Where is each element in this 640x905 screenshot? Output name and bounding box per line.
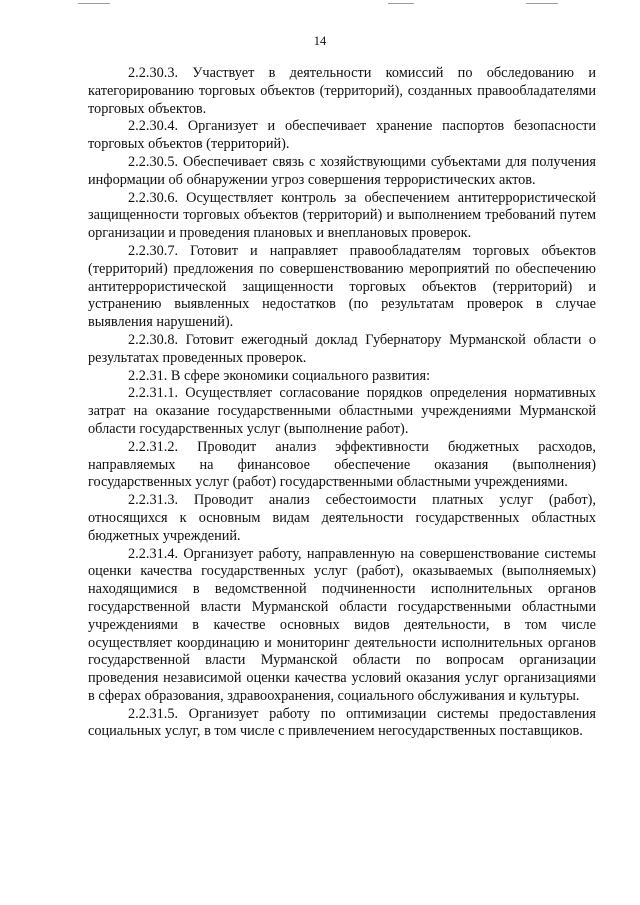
paragraph-2-2-31-3: 2.2.31.3. Проводит анализ себестоимости платных услуг (работ), относящихся к основным видам деятельности государственных областных бюджетных учреждений.: [88, 492, 596, 544]
paragraph-2-2-30-4: 2.2.30.4. Организует и обеспечивает хранение паспортов безопасности торговых объектов (территорий).: [88, 118, 596, 153]
paragraph-2-2-31: 2.2.31. В сфере экономики социального развития:: [128, 367, 431, 384]
paragraph-2-2-30-7: 2.2.30.7. Готовит и направляет правообладателям торговых объектов (территорий) предложения по совершенствованию мероприятий по обеспечению антитеррористической защищенности торговых объектов (территорий) и устранению выявленных недостатков (по результатам проверок в случае выявления нарушений).: [88, 242, 596, 331]
scan-edge-mark: [526, 3, 558, 4]
document-body: [88, 65, 596, 741]
scan-edge-mark: [78, 3, 110, 4]
paragraph-2-2-31-1: 2.2.31.1. Осуществляет согласование порядков определения нормативных затрат на оказание государственными областными учреждениями Мурманской области государственных услуг (выполнение работ).: [88, 385, 596, 437]
paragraph-2-2-31-5: 2.2.31.5. Организует работу по оптимизации системы предоставления социальных услуг, в том числе с привлечением негосударственных поставщиков.: [88, 705, 596, 740]
paragraph-2-2-30-8: 2.2.30.8. Готовит ежегодный доклад Губернатору Мурманской области о результатах проведенных проверок.: [88, 331, 596, 366]
paragraph-2-2-30-6: 2.2.30.6. Осуществляет контроль за обеспечением антитеррористической защищенности торговых объектов (территорий) и выполнением требований путем организации и проведения плановых и внеплановых проверок.: [88, 189, 596, 242]
paragraph-2-2-31-4: 2.2.31.4. Организует работу, направленную на совершенствование системы оценки качества государственных услуг (работ), оказываемых (выполняемых) находящимися в ведомственной подчиненности исполнительных органов государственной власти Мурманской области государственными областными учреждениями в качестве основных видов деятельности, в том числе осуществляет координацию и мониторинг деятельности исполнительных органов государственной власти Мурманской области по вопросам организации проведения независимой оценки качества условий оказания услуг организациями в сферах образования, здравоохранения, социального обслуживания и культуры.: [88, 545, 596, 704]
page-number: 14: [313, 34, 327, 48]
paragraph-2-2-30-3: 2.2.30.3. Участвует в деятельности комиссий по обследованию и категорированию торговых объектов (территорий), созданных правообладателями торговых объектов.: [88, 65, 596, 117]
paragraph-2-2-30-5: 2.2.30.5. Обеспечивает связь с хозяйствующими субъектами для получения информации об обнаружении угроз совершения террористических актов.: [88, 153, 596, 188]
paragraph-2-2-31-2: 2.2.31.2. Проводит анализ эффективности бюджетных расходов, направляемых на финансовое обеспечение оказания (выполнения) государственных услуг (работ) государственными областными учреждениями.: [88, 438, 596, 491]
scan-edge-mark: [388, 3, 414, 4]
